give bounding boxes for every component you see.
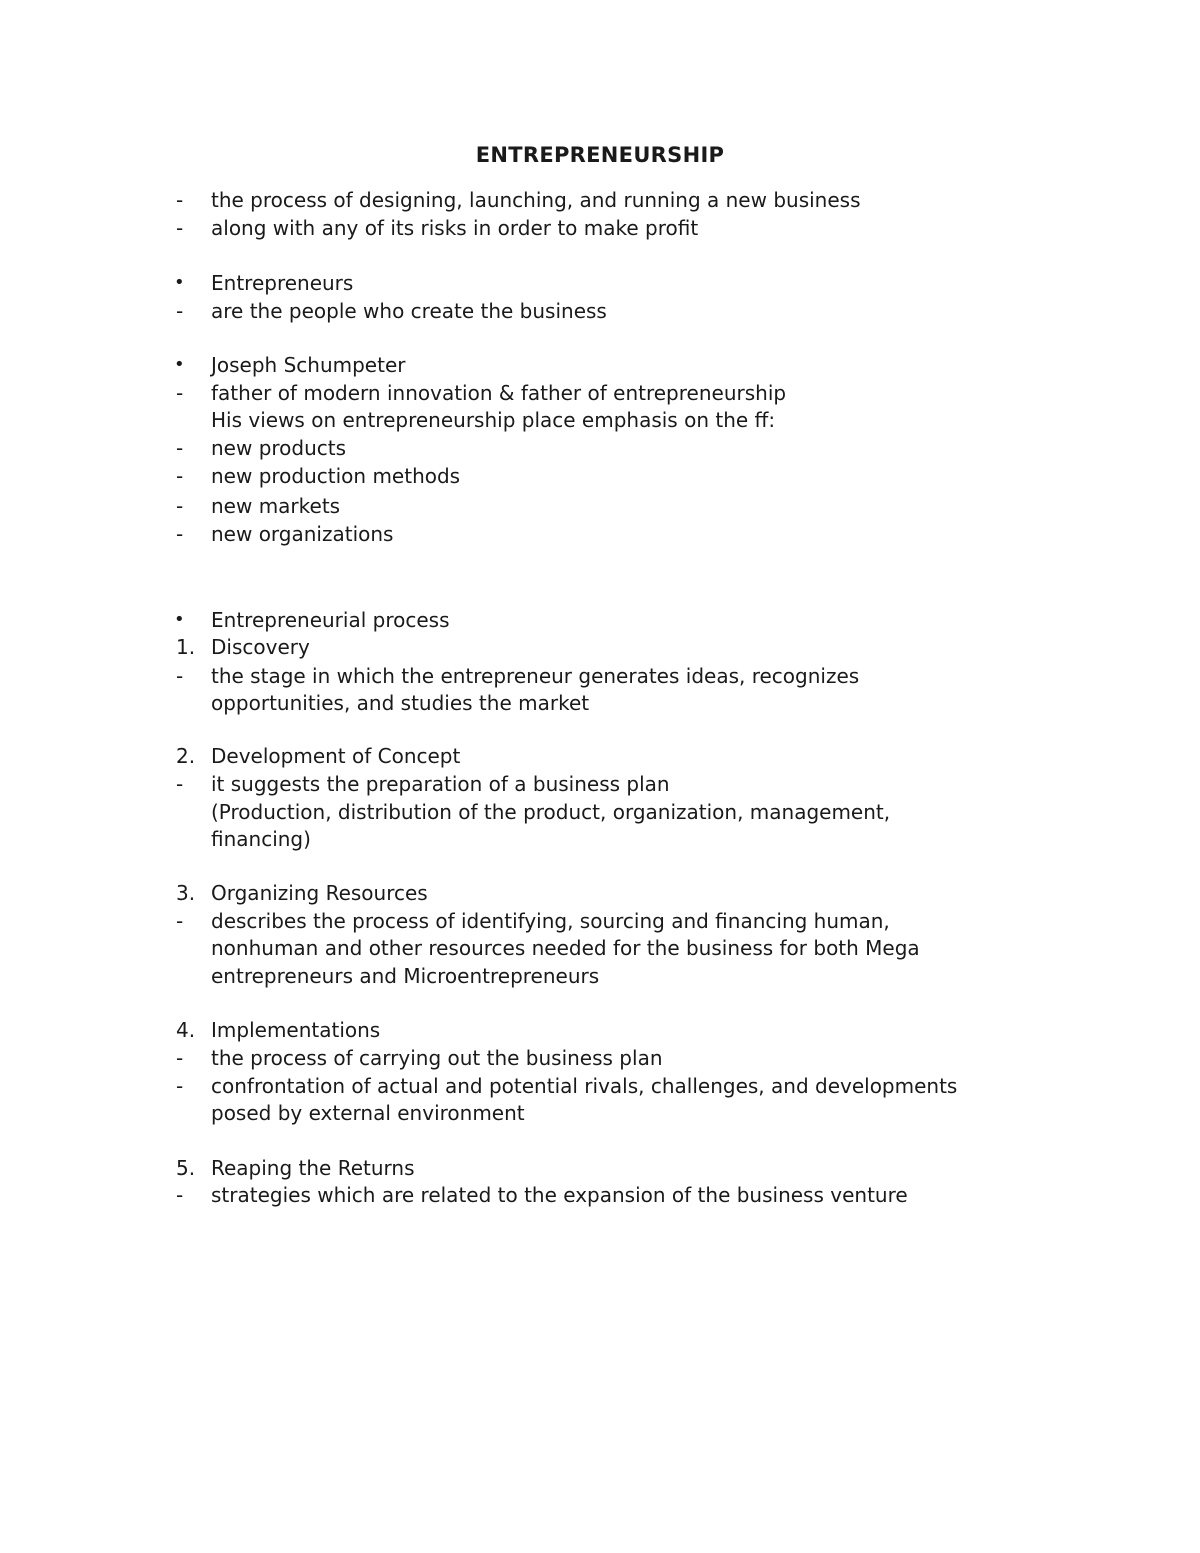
line-6	[0, 379, 1200, 407]
bullet-marker: •	[174, 354, 185, 375]
line-text: Reaping the Returns	[211, 1156, 415, 1180]
line-20	[0, 879, 1200, 907]
line-text: His views on entrepreneurship place emphasis on the ff:	[211, 408, 776, 432]
bullet-marker: •	[174, 272, 185, 293]
line-text: opportunities, and studies the market	[211, 691, 590, 715]
line-5	[0, 351, 1200, 379]
line-text: describes the process of identifying, sourcing and financing human,	[211, 909, 890, 933]
line-text: confrontation of actual and potential rivals, challenges, and developments	[211, 1074, 958, 1098]
line-10	[0, 492, 1200, 520]
dash-marker: -	[176, 664, 184, 688]
line-text: along with any of its risks in order to make profit	[211, 216, 699, 240]
line-2	[0, 214, 1200, 242]
line-3	[0, 269, 1200, 297]
line-text: Development of Concept	[211, 744, 461, 768]
line-15	[0, 689, 1200, 717]
line-17	[0, 770, 1200, 798]
line-text: the stage in which the entrepreneur generates ideas, recognizes	[211, 664, 860, 688]
line-text: are the people who create the business	[211, 299, 607, 323]
dash-marker: -	[176, 299, 184, 323]
line-14	[0, 662, 1200, 690]
number-marker: 4.	[176, 1018, 196, 1042]
line-text: new markets	[211, 494, 341, 518]
line-28	[0, 1154, 1200, 1182]
number-marker: 1.	[176, 635, 196, 659]
line-text: strategies which are related to the expansion of the business venture	[211, 1183, 908, 1207]
number-marker: 2.	[176, 744, 196, 768]
line-text: Organizing Resources	[211, 881, 428, 905]
line-text: Entrepreneurial process	[211, 608, 450, 632]
line-text: the process of designing, launching, and running a new business	[211, 188, 861, 212]
line-19	[0, 825, 1200, 853]
document-title: ENTREPRENEURSHIP	[475, 143, 725, 167]
line-21	[0, 907, 1200, 935]
line-1	[0, 186, 1200, 214]
line-text: Joseph Schumpeter	[211, 353, 406, 377]
line-text: nonhuman and other resources needed for the business for both Mega	[211, 936, 920, 960]
line-8	[0, 434, 1200, 462]
line-text: Entrepreneurs	[211, 271, 354, 295]
line-9	[0, 462, 1200, 490]
line-24	[0, 1016, 1200, 1044]
line-13	[0, 633, 1200, 661]
dash-marker: -	[176, 522, 184, 546]
dash-marker: -	[176, 464, 184, 488]
line-text: financing)	[211, 827, 311, 851]
line-4	[0, 297, 1200, 325]
line-text: posed by external environment	[211, 1101, 525, 1125]
number-marker: 5.	[176, 1156, 196, 1180]
line-26	[0, 1072, 1200, 1100]
line-12	[0, 606, 1200, 634]
line-text: Discovery	[211, 635, 310, 659]
line-18	[0, 798, 1200, 826]
dash-marker: -	[176, 436, 184, 460]
dash-marker: -	[176, 909, 184, 933]
line-text: it suggests the preparation of a business plan	[211, 772, 670, 796]
dash-marker: -	[176, 1183, 184, 1207]
line-text: (Production, distribution of the product, organization, management,	[211, 800, 891, 824]
line-text: new products	[211, 436, 347, 460]
line-text: Implementations	[211, 1018, 381, 1042]
line-7	[0, 406, 1200, 434]
line-25	[0, 1044, 1200, 1072]
dash-marker: -	[176, 216, 184, 240]
line-text: entrepreneurs and Microentrepreneurs	[211, 964, 600, 988]
number-marker: 3.	[176, 881, 196, 905]
line-29	[0, 1181, 1200, 1209]
line-text: new organizations	[211, 522, 394, 546]
dash-marker: -	[176, 381, 184, 405]
line-27	[0, 1099, 1200, 1127]
dash-marker: -	[176, 772, 184, 796]
line-text: new production methods	[211, 464, 461, 488]
line-23	[0, 962, 1200, 990]
dash-marker: -	[176, 1046, 184, 1070]
line-16	[0, 742, 1200, 770]
bullet-marker: •	[174, 609, 185, 630]
line-22	[0, 934, 1200, 962]
dash-marker: -	[176, 1074, 184, 1098]
line-text: father of modern innovation & father of entrepreneurship	[211, 381, 787, 405]
line-text: the process of carrying out the business plan	[211, 1046, 663, 1070]
dash-marker: -	[176, 188, 184, 212]
dash-marker: -	[176, 494, 184, 518]
line-11	[0, 520, 1200, 548]
